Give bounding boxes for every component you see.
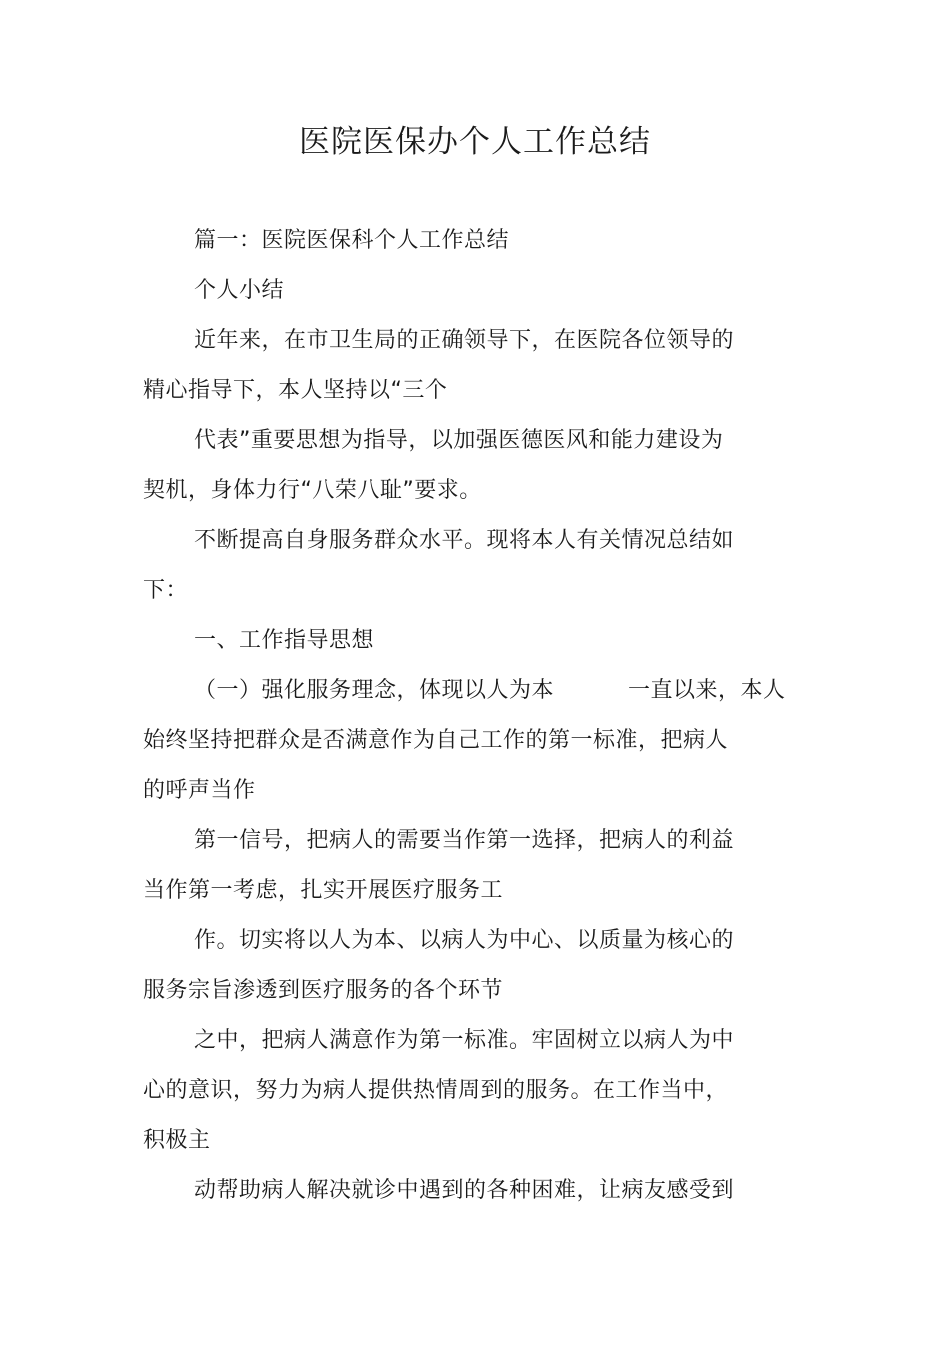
section-heading: 篇一：医院医保科个人工作总结 <box>194 228 510 253</box>
paragraph-line: 作。切实将以人为本、以病人为中心、以质量为核心的 <box>194 928 735 953</box>
paragraph-line: 不断提高自身服务群众水平。现将本人有关情况总结如 <box>194 528 735 553</box>
subsection-heading: 个人小结 <box>194 278 285 303</box>
paragraph-line: 积极主 <box>143 1128 211 1153</box>
paragraph-line: 的呼声当作 <box>143 778 256 803</box>
paragraph-line: 下： <box>143 578 189 603</box>
subsection-heading: （一）强化服务理念，体现以人为本 <box>194 678 555 703</box>
paragraph-line: 之中，把病人满意作为第一标准。牢固树立以病人为中 <box>194 1028 735 1053</box>
paragraph-line: 契机，身体力行“八荣八耻”要求。 <box>143 478 482 503</box>
paragraph-line: 精心指导下，本人坚持以“三个 <box>143 378 448 403</box>
paragraph-line: 第一信号，把病人的需要当作第一选择，把病人的利益 <box>194 828 735 853</box>
paragraph-line: 始终坚持把群众是否满意作为自己工作的第一标准，把病人 <box>143 728 729 753</box>
paragraph-line: 动帮助病人解决就诊中遇到的各种困难，让病友感受到 <box>194 1178 735 1203</box>
paragraph-line: 服务宗旨渗透到医疗服务的各个环节 <box>143 978 504 1003</box>
section-heading: 一、工作指导思想 <box>194 628 375 653</box>
paragraph-line: 心的意识，努力为病人提供热情周到的服务。在工作当中， <box>143 1078 729 1103</box>
paragraph-line: 当作第一考虑，扎实开展医疗服务工 <box>143 878 504 903</box>
document-title: 医院医保办个人工作总结 <box>299 124 651 160</box>
paragraph-line: 一直以来，本人 <box>628 678 786 703</box>
paragraph-line: 近年来，在市卫生局的正确领导下，在医院各位领导的 <box>194 328 735 353</box>
paragraph-line: 代表”重要思想为指导，以加强医德医风和能力建设为 <box>194 428 724 453</box>
